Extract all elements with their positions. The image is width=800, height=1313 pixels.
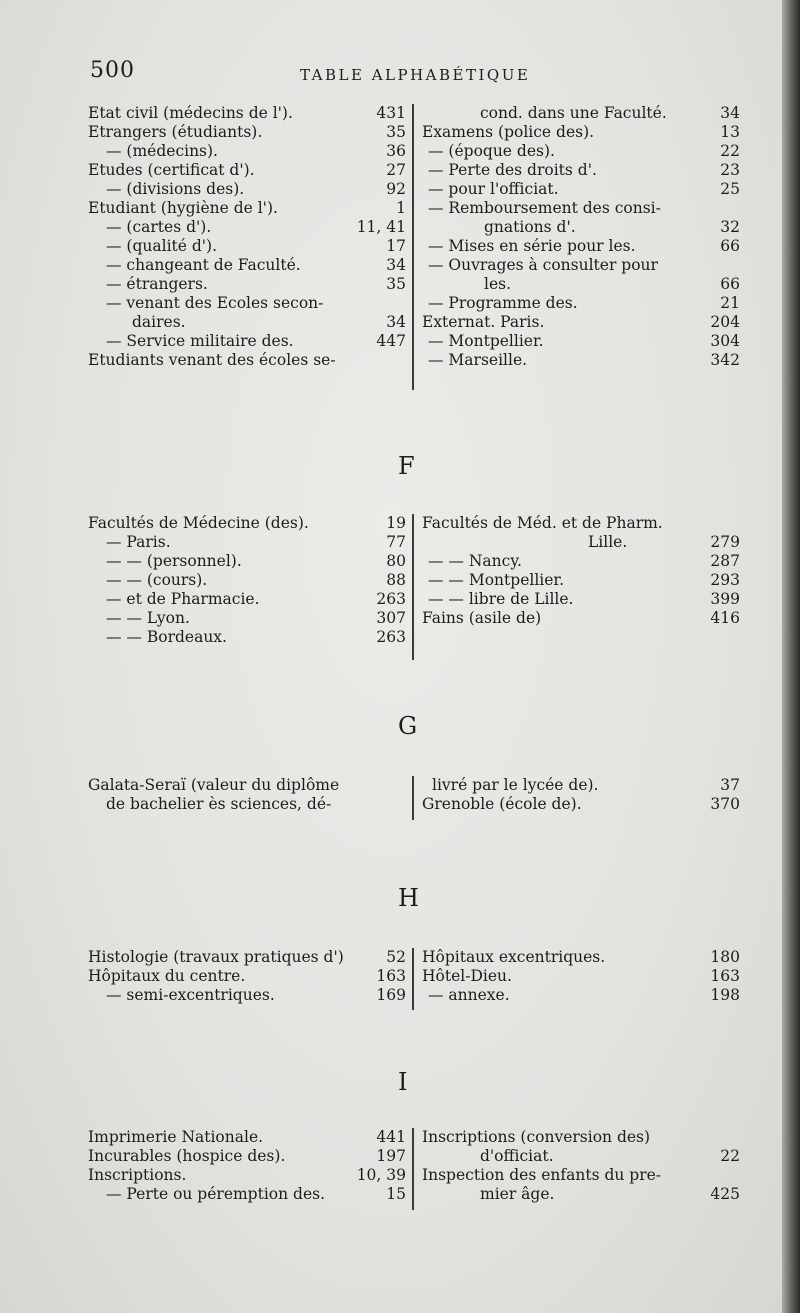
- entry-page-ref: 52: [386, 948, 406, 966]
- entry-text: Hôpitaux excentriques.: [422, 948, 606, 966]
- entry-page-ref: 32: [720, 218, 740, 236]
- index-entry: [88, 776, 406, 795]
- index-entry: [88, 590, 406, 609]
- entry-text: — Montpellier.: [428, 332, 544, 350]
- entry-text: daires.: [132, 313, 186, 331]
- index-entry: [88, 237, 406, 256]
- entry-text: — (époque des).: [428, 142, 555, 160]
- entry-text: Examens (police des).: [422, 123, 595, 141]
- index-entry: [422, 313, 740, 332]
- entry-page-ref: 34: [386, 313, 406, 331]
- column-divider: [412, 104, 414, 390]
- entry-page-ref: 80: [386, 552, 406, 570]
- index-entry: [422, 514, 740, 533]
- entry-page-ref: 293: [710, 571, 740, 589]
- entry-page-ref: 27: [386, 161, 406, 179]
- index-entry: [422, 1185, 740, 1204]
- index-entry: [88, 142, 406, 161]
- book-spine-shadow: [782, 0, 800, 1313]
- entry-page-ref: 34: [386, 256, 406, 274]
- index-entry: [422, 123, 740, 142]
- section-letter-g: G: [398, 712, 418, 740]
- section-letter-f: F: [398, 452, 415, 480]
- entry-text: Hôpitaux du centre.: [88, 967, 246, 985]
- entry-page-ref: 180: [710, 948, 740, 966]
- entry-text: Histologie (travaux pratiques d'): [88, 948, 344, 966]
- entry-page-ref: 447: [376, 332, 406, 350]
- index-entry: [422, 986, 740, 1005]
- index-entry: [88, 948, 406, 967]
- column-divider: [412, 514, 414, 660]
- entry-text: Lille.: [588, 533, 628, 551]
- index-entry: [88, 180, 406, 199]
- index-entry: [88, 256, 406, 275]
- entry-page-ref: 66: [720, 275, 740, 293]
- column-divider: [412, 1128, 414, 1210]
- right-column: [422, 948, 740, 1005]
- index-entry: [422, 199, 740, 218]
- section-letter-i: I: [398, 1068, 408, 1096]
- index-entry: [422, 351, 740, 370]
- index-entry: [422, 533, 740, 552]
- entry-page-ref: 37: [720, 776, 740, 794]
- index-entry: [88, 161, 406, 180]
- index-entry: [88, 351, 406, 370]
- entry-text: livré par le lycée de).: [432, 776, 599, 794]
- entry-page-ref: 163: [710, 967, 740, 985]
- entry-page-ref: 198: [710, 986, 740, 1004]
- entry-page-ref: 431: [376, 104, 406, 122]
- index-entry: [88, 294, 406, 313]
- entry-text: — — Nancy.: [428, 552, 522, 570]
- entry-text: — (divisions des).: [106, 180, 245, 198]
- page-header: [90, 58, 740, 90]
- left-column: [88, 1128, 406, 1204]
- entry-page-ref: 36: [386, 142, 406, 160]
- entry-text: — semi-excentriques.: [106, 986, 275, 1004]
- entry-page-ref: 19: [386, 514, 406, 532]
- entry-text: les.: [484, 275, 512, 293]
- entry-text: Hôtel-Dieu.: [422, 967, 512, 985]
- entry-text: — (qualité d').: [106, 237, 218, 255]
- right-column: [422, 514, 740, 628]
- entry-page-ref: 22: [720, 1147, 740, 1165]
- index-entry: [422, 104, 740, 123]
- entry-text: — pour l'officiat.: [428, 180, 559, 198]
- entry-text: Etat civil (médecins de l').: [88, 104, 293, 122]
- left-column: [88, 514, 406, 647]
- entry-text: Galata-Seraï (valeur du diplôme: [88, 776, 340, 794]
- entry-page-ref: 163: [376, 967, 406, 985]
- index-entry: [422, 1128, 740, 1147]
- entry-page-ref: 11, 41: [356, 218, 406, 236]
- entry-page-ref: 287: [710, 552, 740, 570]
- entry-text: Etudes (certificat d').: [88, 161, 255, 179]
- right-column: [422, 104, 740, 370]
- entry-page-ref: 416: [710, 609, 740, 627]
- index-entry: [422, 552, 740, 571]
- entry-text: Facultés de Médecine (des).: [88, 514, 309, 532]
- index-entry: [422, 795, 740, 814]
- index-entry: [422, 142, 740, 161]
- entry-text: — — libre de Lille.: [428, 590, 574, 608]
- index-entry: [422, 571, 740, 590]
- entry-text: Etrangers (étudiants).: [88, 123, 263, 141]
- entry-page-ref: 279: [710, 533, 740, 551]
- entry-text: — annexe.: [428, 986, 510, 1004]
- entry-text: Fains (asile de): [422, 609, 542, 627]
- index-entry: [88, 104, 406, 123]
- index-entry: [422, 948, 740, 967]
- entry-page-ref: 1: [396, 199, 406, 217]
- entry-page-ref: 263: [376, 590, 406, 608]
- entry-page-ref: 17: [386, 237, 406, 255]
- entry-text: Etudiant (hygiène de l').: [88, 199, 278, 217]
- entry-page-ref: 13: [720, 123, 740, 141]
- index-entry: [88, 123, 406, 142]
- index-entry: [422, 332, 740, 351]
- entry-text: Inscriptions.: [88, 1166, 187, 1184]
- entry-text: — et de Pharmacie.: [106, 590, 260, 608]
- column-divider: [412, 948, 414, 1010]
- index-entry: [422, 967, 740, 986]
- column-divider: [412, 776, 414, 820]
- entry-text: — Paris.: [106, 533, 171, 551]
- index-entry: [422, 161, 740, 180]
- entry-text: — — Bordeaux.: [106, 628, 227, 646]
- index-entry: [88, 552, 406, 571]
- index-entry: [422, 590, 740, 609]
- index-entry: [88, 1185, 406, 1204]
- entry-text: Externat. Paris.: [422, 313, 545, 331]
- left-column: [88, 776, 406, 814]
- entry-page-ref: 370: [710, 795, 740, 813]
- left-column: [88, 948, 406, 1005]
- index-entry: [422, 275, 740, 294]
- index-entry: [88, 218, 406, 237]
- entry-page-ref: 263: [376, 628, 406, 646]
- entry-text: Inscriptions (conversion des): [422, 1128, 651, 1146]
- entry-text: — Perte des droits d'.: [428, 161, 597, 179]
- entry-text: — Perte ou péremption des.: [106, 1185, 326, 1203]
- entry-page-ref: 307: [376, 609, 406, 627]
- index-entry: [88, 313, 406, 332]
- index-entry: [422, 218, 740, 237]
- entry-page-ref: 342: [710, 351, 740, 369]
- entry-text: — venant des Ecoles secon-: [106, 294, 324, 312]
- left-column: [88, 104, 406, 370]
- entry-page-ref: 441: [376, 1128, 406, 1146]
- entry-text: Imprimerie Nationale.: [88, 1128, 264, 1146]
- index-entry: [88, 533, 406, 552]
- section-letter-h: H: [398, 884, 419, 912]
- index-entry: [88, 609, 406, 628]
- entry-page-ref: 25: [720, 180, 740, 198]
- entry-page-ref: 10, 39: [356, 1166, 406, 1184]
- entry-text: — étrangers.: [106, 275, 208, 293]
- entry-page-ref: 66: [720, 237, 740, 255]
- right-column: [422, 1128, 740, 1204]
- entry-page-ref: 22: [720, 142, 740, 160]
- index-entry: [88, 967, 406, 986]
- entry-text: d'officiat.: [480, 1147, 554, 1165]
- entry-page-ref: 304: [710, 332, 740, 350]
- index-entry: [422, 609, 740, 628]
- entry-text: Grenoble (école de).: [422, 795, 582, 813]
- entry-page-ref: 77: [386, 533, 406, 551]
- entry-page-ref: 169: [376, 986, 406, 1004]
- entry-text: — Marseille.: [428, 351, 528, 369]
- entry-text: — (médecins).: [106, 142, 218, 160]
- running-title: TABLE ALPHABÉTIQUE: [300, 66, 531, 84]
- entry-page-ref: 15: [386, 1185, 406, 1203]
- entry-page-ref: 204: [710, 313, 740, 331]
- entry-page-ref: 35: [386, 275, 406, 293]
- index-entry: [422, 776, 740, 795]
- entry-text: — changeant de Faculté.: [106, 256, 301, 274]
- entry-page-ref: 425: [710, 1185, 740, 1203]
- index-entry: [422, 1147, 740, 1166]
- entry-text: de bachelier ès sciences, dé-: [106, 795, 332, 813]
- page-number: 500: [90, 58, 135, 83]
- entry-text: mier âge.: [480, 1185, 555, 1203]
- entry-page-ref: 23: [720, 161, 740, 179]
- right-column: [422, 776, 740, 814]
- index-entry: [88, 986, 406, 1005]
- entry-page-ref: 34: [720, 104, 740, 122]
- entry-text: — Service militaire des.: [106, 332, 294, 350]
- entry-text: — Ouvrages à consulter pour: [428, 256, 658, 274]
- entry-text: Incurables (hospice des).: [88, 1147, 286, 1165]
- entry-text: — (cartes d').: [106, 218, 212, 236]
- entry-text: — — Montpellier.: [428, 571, 565, 589]
- entry-page-ref: 197: [376, 1147, 406, 1165]
- index-entry: [88, 795, 406, 814]
- index-entry: [422, 294, 740, 313]
- entry-page-ref: 92: [386, 180, 406, 198]
- entry-text: — Programme des.: [428, 294, 578, 312]
- entry-text: Etudiants venant des écoles se-: [88, 351, 336, 369]
- index-entry: [422, 256, 740, 275]
- entry-text: — — (cours).: [106, 571, 208, 589]
- entry-text: cond. dans une Faculté.: [480, 104, 667, 122]
- index-entry: [88, 199, 406, 218]
- entry-page-ref: 35: [386, 123, 406, 141]
- index-entry: [88, 628, 406, 647]
- index-entry: [88, 571, 406, 590]
- entry-text: — Mises en série pour les.: [428, 237, 636, 255]
- entry-text: — — (personnel).: [106, 552, 242, 570]
- entry-text: — — Lyon.: [106, 609, 190, 627]
- index-entry: [422, 237, 740, 256]
- index-entry: [88, 1166, 406, 1185]
- entry-page-ref: 399: [710, 590, 740, 608]
- entry-text: gnations d'.: [484, 218, 576, 236]
- index-entry: [88, 514, 406, 533]
- entry-page-ref: 88: [386, 571, 406, 589]
- entry-page-ref: 21: [720, 294, 740, 312]
- index-entry: [88, 332, 406, 351]
- index-entry: [88, 1147, 406, 1166]
- index-entry: [88, 275, 406, 294]
- entry-text: Facultés de Méd. et de Pharm.: [422, 514, 663, 532]
- index-entry: [422, 180, 740, 199]
- index-entry: [88, 1128, 406, 1147]
- index-entry: [422, 1166, 740, 1185]
- entry-text: — Remboursement des consi-: [428, 199, 661, 217]
- entry-text: Inspection des enfants du pre-: [422, 1166, 662, 1184]
